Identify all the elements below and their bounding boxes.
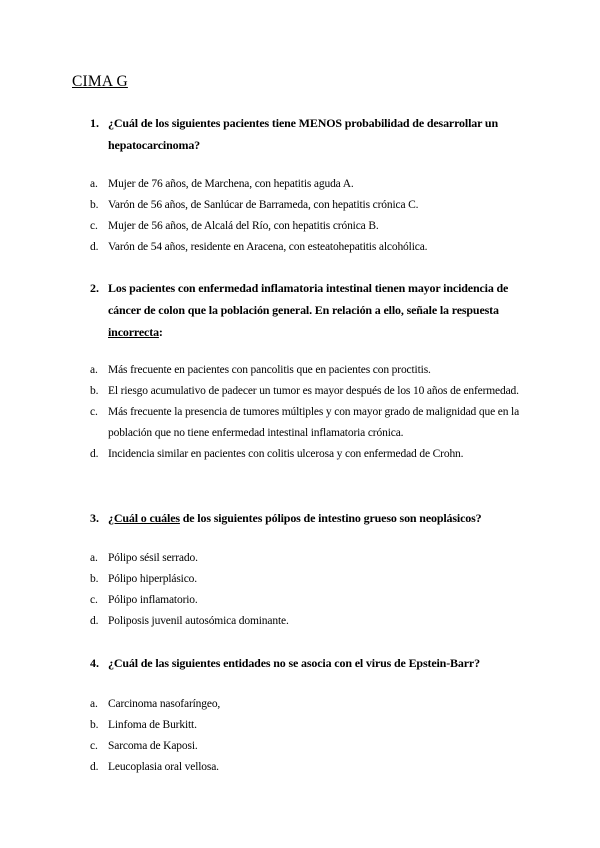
question-number: 4.: [90, 656, 99, 670]
question-number: 3.: [90, 511, 99, 525]
question-text: Los pacientes con enfermedad inflamatoria intestinal tienen mayor incidencia de cáncer de colon que la población general. En relación a ello, señale la respuesta incorrecta:: [108, 281, 509, 339]
question-number: 1.: [90, 116, 99, 130]
options-2: [90, 360, 530, 465]
question-4: [90, 652, 530, 674]
list-item: d. Incidencia similar en pacientes con colitis ulcerosa y con enfermedad de Crohn.: [90, 448, 464, 460]
options-1: [90, 174, 530, 258]
list-item: c. Más frecuente la presencia de tumores múltiples y con mayor grado de malignidad que en la población que no tiene enfermedad intestinal inflamatoria crónica.: [90, 406, 520, 439]
list-item: a. Mujer de 76 años, de Marchena, con hepatitis aguda A.: [90, 178, 354, 190]
list-item: c. Mujer de 56 años, de Alcalá del Río, con hepatitis crónica B.: [90, 220, 379, 232]
question-text: ¿Cuál de las siguientes entidades no se asocia con el virus de Epstein-Barr?: [108, 656, 480, 670]
list-item: a. Más frecuente en pacientes con pancolitis que en pacientes con proctitis.: [90, 364, 431, 376]
list-item: b. Varón de 56 años, de Sanlúcar de Barrameda, con hepatitis crónica C.: [90, 199, 419, 211]
question-text: ¿Cuál o cuáles de los siguientes pólipos de intestino grueso son neoplásicos?: [108, 511, 482, 525]
list-item: d. Varón de 54 años, residente en Aracena, con esteatohepatitis alcohólica.: [90, 241, 428, 253]
options-3: [90, 548, 530, 632]
list-item: c. Sarcoma de Kaposi.: [90, 740, 198, 752]
question-3: [90, 507, 530, 529]
question-2: [90, 277, 530, 343]
question-number: 2.: [90, 281, 99, 295]
question-text: ¿Cuál de los siguientes pacientes tiene MENOS probabilidad de desarrollar un hepatocarcinoma?: [108, 116, 498, 152]
list-item: b. Linfoma de Burkitt.: [90, 719, 197, 731]
list-item: a. Pólipo sésil serrado.: [90, 552, 198, 564]
list-item: a. Carcinoma nasofaríngeo,: [90, 698, 221, 710]
options-4: [90, 694, 530, 778]
list-item: d. Leucoplasia oral vellosa.: [90, 761, 219, 773]
question-1: [90, 112, 530, 156]
page-title: CIMA G: [72, 73, 128, 90]
list-item: b. Pólipo hiperplásico.: [90, 573, 197, 585]
list-item: c. Pólipo inflamatorio.: [90, 594, 198, 606]
list-item: d. Poliposis juvenil autosómica dominante.: [90, 615, 289, 627]
list-item: b. El riesgo acumulativo de padecer un tumor es mayor después de los 10 años de enfermedad.: [90, 385, 519, 397]
